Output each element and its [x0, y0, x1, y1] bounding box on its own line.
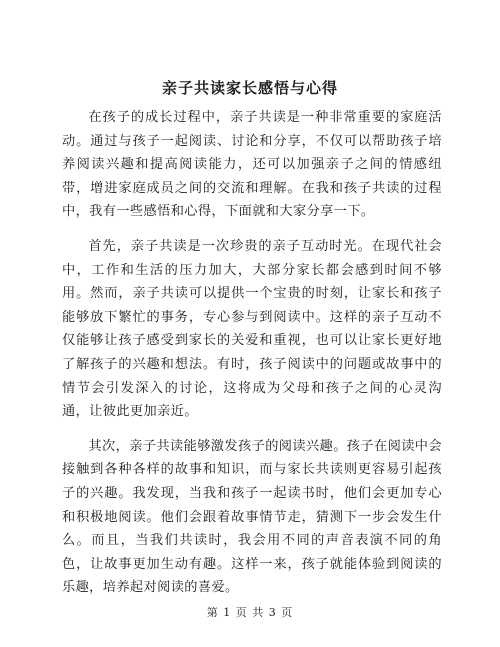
paragraph-intro: 在孩子的成长过程中，亲子共读是一种非常重要的家庭活动。通过与孩子一起阅读、讨论和分享，不仅可以帮助孩子培养阅读兴趣和提高阅读能力，还可以加强亲子之间的情感纽带，增进家庭成员之间的交流和理解。在我和孩子共读的过程中，我有一些感悟和心得，下面就和大家分享一下。 [62, 110, 442, 220]
page-number-footer: 第 1 页 共 3 页 [206, 606, 294, 619]
paragraph-first-point: 首先，亲子共读是一次珍贵的亲子互动时光。在现代社会中，工作和生活的压力加大，大部分家长都会感到时间不够用。然而，亲子共读可以提供一个宝贵的时刻，让家长和孩子能够放下繁忙的事务，专心参与到阅读中。这样的亲子互动不仅能够让孩子感受到家长的关爱和重视，也可以让家长更好地了解孩子的兴趣和想法。有时，孩子阅读中的问题或故事中的情节会引发深入的讨论，这将成为父母和孩子之间的心灵沟通，让彼此更加亲近。 [62, 238, 442, 420]
document-body [62, 106, 442, 611]
paragraph-second-point: 其次，亲子共读能够激发孩子的阅读兴趣。孩子在阅读中会接触到各种各样的故事和知识，而与家长共读则更容易引起孩子的兴趣。我发现，当我和孩子一起读书时，他们会更加专心和积极地阅读。他们会跟着故事情节走，猜测下一步会发生什么。而且，当我们共读时，我会用不同的声音表演不同的角色，让故事更加生动有趣。这样一来，孩子就能体验到阅读的乐趣，培养起对阅读的喜爱。 [62, 438, 442, 596]
document-title: 亲子共读家长感悟与心得 [161, 79, 338, 97]
